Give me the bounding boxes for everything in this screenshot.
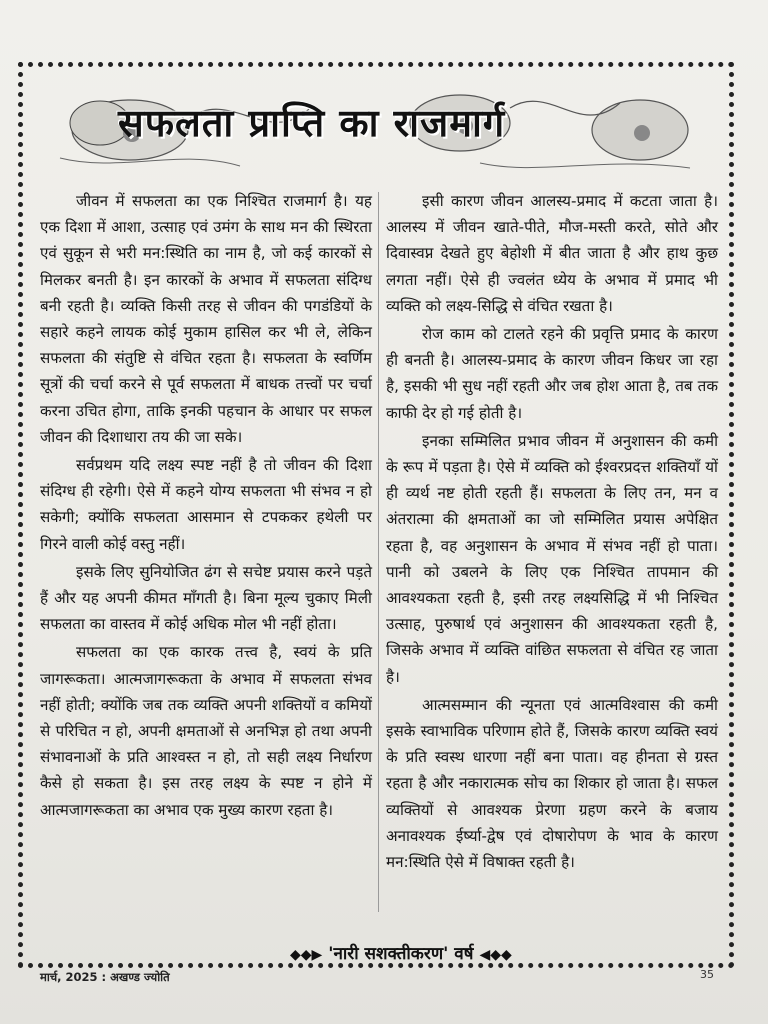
paragraph: आत्मसम्मान की न्यूनता एवं आत्मविश्वास की कमी इसके स्वाभाविक परिणाम होते हैं, जिसके कारण व्यक्ति स्वयं के प्रति स्वस्थ धारणा नहीं बना पाता। वह हीनता से ग्रस्त रहता है और नकारात्मक सोच का शिकार हो जाता है। सफल व्यक्तियों से आवश्यक प्रेरणा ग्रहण करने के बजाय अनावश्यक ईर्ष्या-द्वेष एवं दोषारोपण के भाव के कारण मन:स्थिति ऐसे में विषाक्त रहती है। [386,695,718,872]
article-title: सफलता प्राप्ति का राजमार्ग [118,101,506,145]
paragraph: रोज काम को टालते रहने की प्रवृत्ति प्रमाद के कारण ही बनती है। आलस्य-प्रमाद के कारण जीवन किधर जा रहा है, इसकी भी सुध नहीं रहती और जब होश आता है, तब तक काफी देर हो गई होती है। [386,325,718,422]
column-divider [378,192,379,912]
right-text-column [386,188,718,875]
paragraph: इनका सम्मिलित प्रभाव जीवन में अनुशासन की कमी के रूप में पड़ता है। ऐसे में व्यक्ति को ईश्वरप्रदत्त शक्तियाँ यों ही व्यर्थ नष्ट होती रहती हैं। सफलता के लिए तन, मन व अंतरात्मा की क्षमताओं का जो सम्मिलित प्रयास अपेक्षित रहता है, वह अनुशासन के अभाव में संभव नहीं हो पाता। पानी को उबलने के लिए एक निश्चित तापमान की आवश्यकता रहती है, इसी तरह लक्ष्यसिद्धि में भी निश्चित उत्साह, पुरुषार्थ एवं अनुशासन की आवश्यकता रहती है, जिसके अभाव में व्यक्ति वांछित सफलता से वंचित रह जाता है। [386,431,718,686]
campaign-banner [290,941,710,964]
left-text-column [40,188,372,823]
paragraph: सफलता का एक कारक तत्त्व है, स्वयं के प्रति जागरूकता। आत्मजागरूकता के अभाव में सफलता संभव नहीं होती; क्योंकि जब तक व्यक्ति अपनी शक्तियों व कमियों से परिचित न हो, अपनी क्षमताओं से अनभिज्ञ हो तथा अपनी संभावनाओं के प्रति आश्वस्त न हो, तो सही लक्ष्य निर्धारण कैसे हो सकता है। इस तरह लक्ष्य के स्पष्ट न होने में आत्मजागरूकता का अभाव एक मुख्य कारण रहता है। [40,643,372,819]
page-number: 35 [700,968,714,981]
campaign-banner-label: 'नारी सशक्तीकरण' वर्ष [328,944,474,964]
double-triangle-left-icon: ◀◆◆ [479,947,512,963]
issue-line: मार्च, 2025 : अखण्ड ज्योति [40,970,170,984]
paragraph: जीवन में सफलता का एक निश्चित राजमार्ग है। यह एक दिशा में आशा, उत्साह एवं उमंग के साथ मन की स्थिरता एवं सुकून से भरी मन:स्थिति का नाम है, जो कई कारकों से मिलकर बनती है। इन कारकों के अभाव में सफलता संदिग्ध बनी रहती है। व्यक्ति किसी तरह से जीवन की पगडंडियों के सहारे कहने लायक कोई मुकाम हासिल कर भी ले, लेकिन सफलता की संतुष्टि से वंचित रहता है। सफलता के स्वर्णिम सूत्रों की चर्चा करने से पूर्व सफलता में बाधक तत्त्वों पर चर्चा करना उचित होगा, ताकि इनकी पहचान के आधार पर सफल जीवन की दिशाधारा तय की जा सके। [40,192,372,446]
paragraph: इसके लिए सुनियोजित ढंग से सचेष्ट प्रयास करने पड़ते हैं और यह अपनी कीमत माँगती है। बिना मूल्य चुकाए मिली सफलता का वास्तव में कोई अधिक मोल भी नहीं होता। [40,562,372,634]
double-triangle-right-icon: ◆◆▶ [290,947,323,963]
paragraph: इसी कारण जीवन आलस्य-प्रमाद में कटता जाता है। आलस्य में जीवन खाते-पीते, मौज-मस्ती करते, सोते और दिवास्वप्न देखते हुए बेहोशी में बीत जाता है और हाथ कुछ लगता नहीं। ऐसे ही ज्वलंत ध्येय के अभाव में प्रमाद भी व्यक्ति को लक्ष्य-सिद्धि से वंचित रखता है। [386,192,718,315]
paragraph: सर्वप्रथम यदि लक्ष्य स्पष्ट नहीं है तो जीवन की दिशा संदिग्ध ही रहेगी। ऐसे में कहने योग्य सफलता भी संभव न हो सकेगी; क्योंकि सफलता आसमान से टपककर हथेली पर गिरने वाली कोई वस्तु नहीं। [40,456,372,553]
